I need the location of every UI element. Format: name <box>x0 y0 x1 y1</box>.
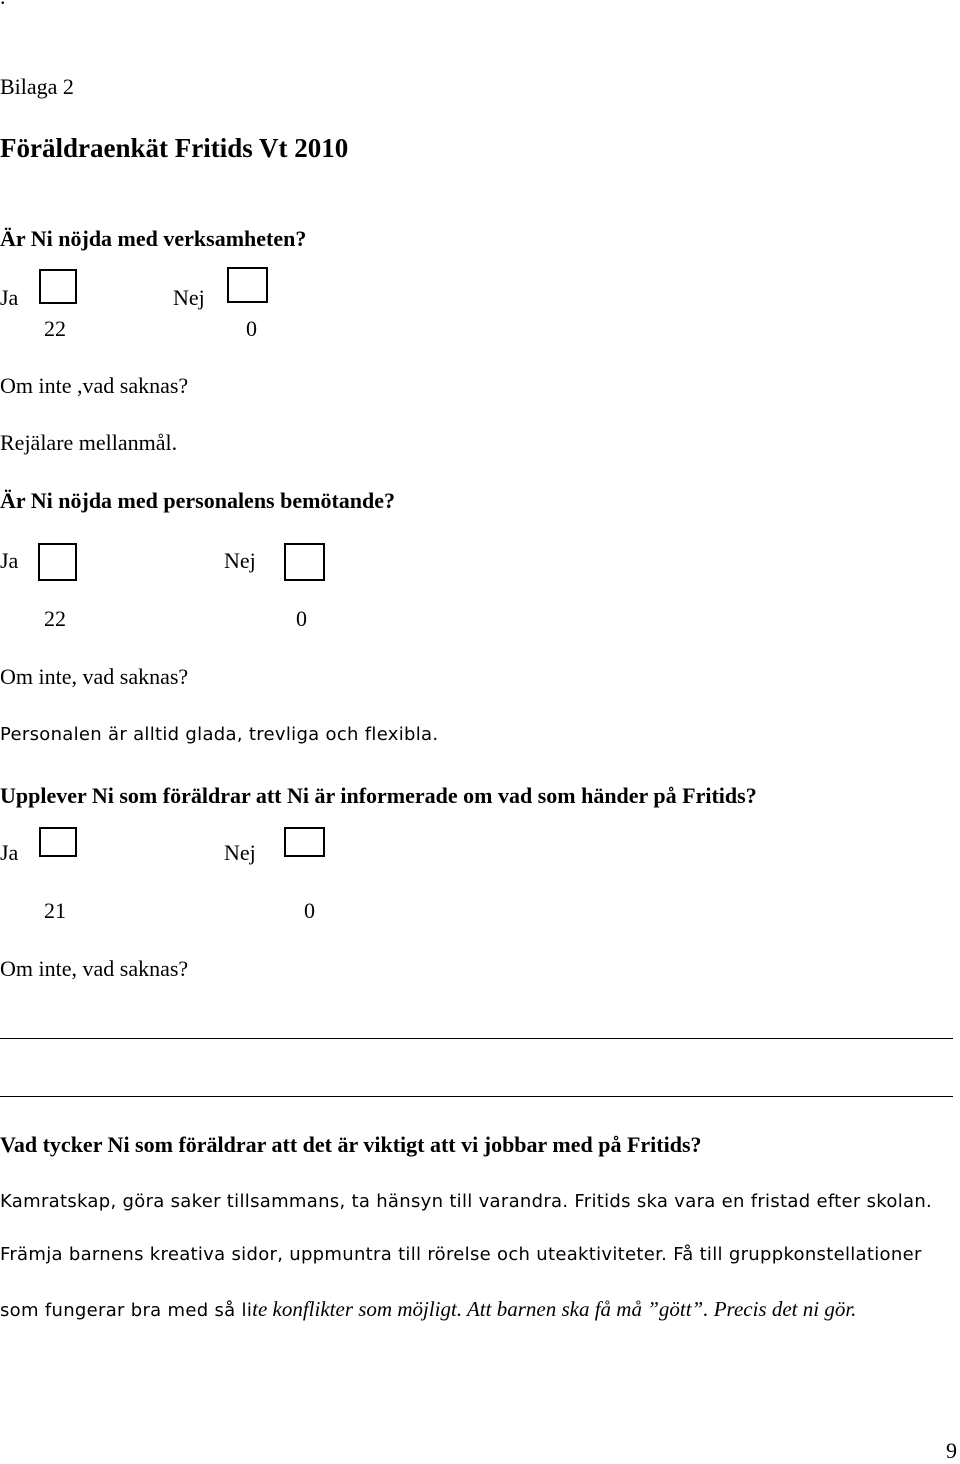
q1-followup: Om inte ,vad saknas? <box>0 373 189 398</box>
q3-no-label: Nej <box>224 840 256 865</box>
q1-yes-label: Ja <box>0 285 19 310</box>
q1-no-count: 0 <box>246 316 257 341</box>
q1-yes-count: 22 <box>44 316 66 341</box>
appendix-label: Bilaga 2 <box>0 74 74 99</box>
q2-no-count: 0 <box>296 606 307 631</box>
question-3: Upplever Ni som föräldrar att Ni är informerade om vad som händer på Fritids? <box>0 783 757 808</box>
answer-line-2 <box>0 1096 953 1097</box>
q4-answer-line-3 <box>0 1299 856 1320</box>
q1-answer: Rejälare mellanmål. <box>0 430 178 455</box>
q3-yes-label: Ja <box>0 840 19 865</box>
q4-answer-line-3-italic: te konflikter som möjligt. Att barnen ska få må ”gött”. Precis det ni gör. <box>252 1297 857 1321</box>
q2-yes-checkbox[interactable] <box>38 543 77 581</box>
corner-mark <box>0 0 6 8</box>
q3-no-count: 0 <box>304 898 315 923</box>
q2-no-checkbox[interactable] <box>284 543 325 581</box>
question-1: Är Ni nöjda med verksamheten? <box>0 226 307 251</box>
page-number: 9 <box>946 1438 957 1463</box>
answer-line-1 <box>0 1038 953 1039</box>
q4-answer-line-1: Kamratskap, göra saker tillsammans, ta hänsyn till varandra. Fritids ska vara en fristad efter skolan. <box>0 1191 933 1212</box>
q2-yes-count: 22 <box>44 606 66 631</box>
q3-yes-checkbox[interactable] <box>39 827 77 857</box>
q1-no-label: Nej <box>173 285 205 310</box>
page-title: Föräldraenkät Fritids Vt 2010 <box>0 133 349 163</box>
q3-no-checkbox[interactable] <box>284 827 325 857</box>
q3-followup: Om inte, vad saknas? <box>0 956 189 981</box>
q2-followup: Om inte, vad saknas? <box>0 664 189 689</box>
q1-no-checkbox[interactable] <box>227 267 268 303</box>
q3-yes-count: 21 <box>44 898 66 923</box>
q4-answer-line-2: Främja barnens kreativa sidor, uppmuntra till rörelse och uteaktiviteter. Få till gruppkonstellationer <box>0 1244 922 1265</box>
q1-yes-checkbox[interactable] <box>39 269 77 304</box>
q2-no-label: Nej <box>224 548 256 573</box>
q4-answer-line-3-start: som fungerar bra med så li <box>0 1300 253 1321</box>
question-4: Vad tycker Ni som föräldrar att det är viktigt att vi jobbar med på Fritids? <box>0 1132 702 1157</box>
q2-yes-label: Ja <box>0 548 19 573</box>
q2-answer: Personalen är alltid glada, trevliga och flexibla. <box>0 724 439 745</box>
question-2: Är Ni nöjda med personalens bemötande? <box>0 488 396 513</box>
